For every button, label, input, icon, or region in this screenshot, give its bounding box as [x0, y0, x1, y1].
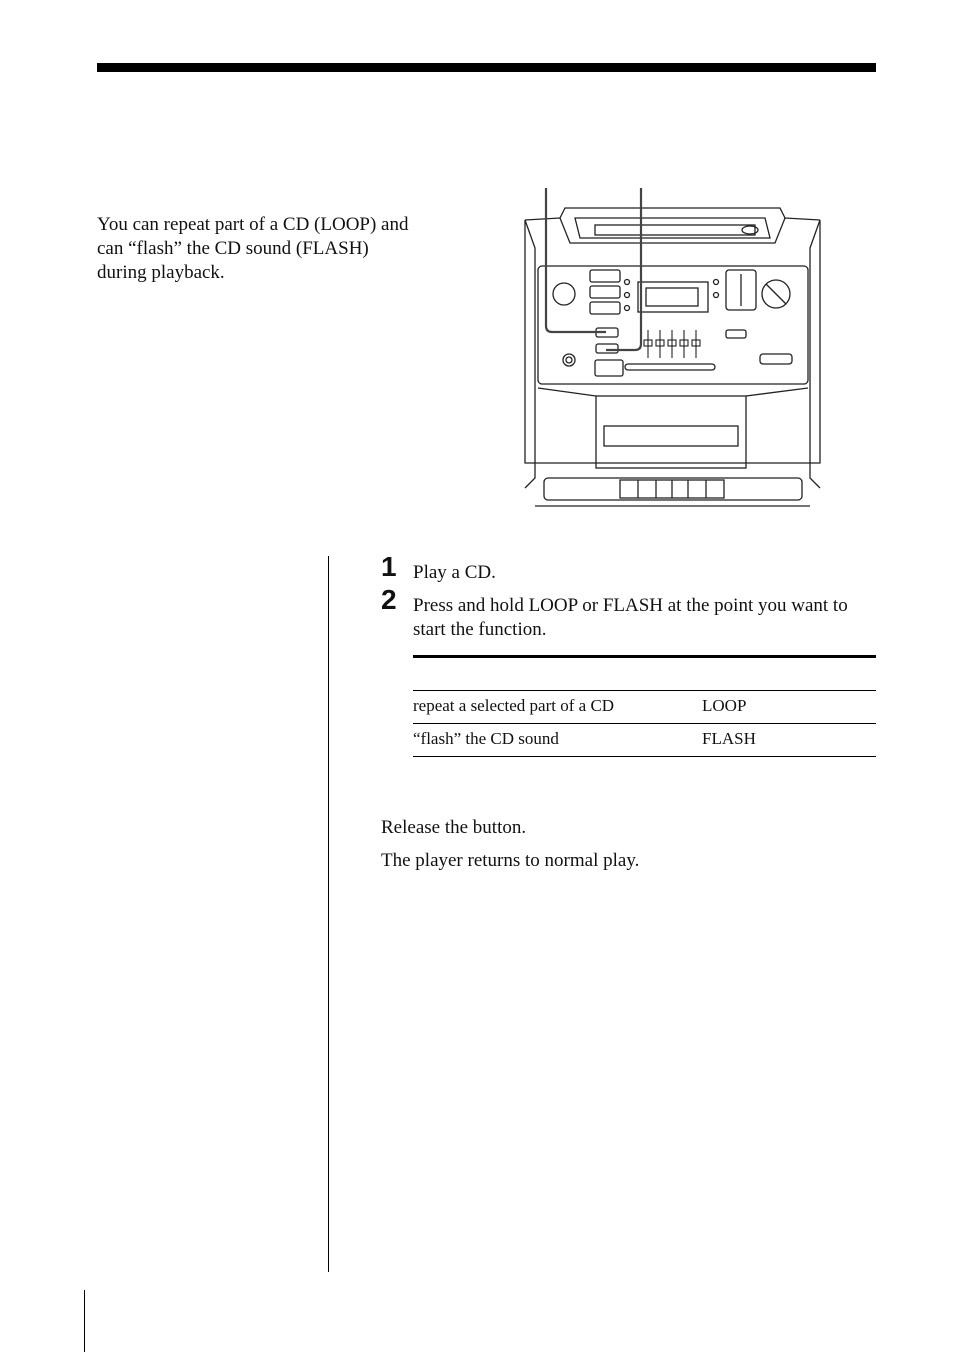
cd-player-illustration — [520, 188, 825, 510]
step-text: Press and hold LOOP or FLASH at the point you want to start the function. — [413, 595, 848, 640]
table-row — [413, 724, 876, 756]
intro-paragraph — [97, 213, 477, 285]
step-text: Play a CD. — [413, 562, 496, 583]
table-cell-button: FLASH — [702, 729, 756, 748]
footer-rule — [84, 1290, 85, 1352]
step-number: 2 — [381, 584, 397, 615]
step-number: 1 — [381, 551, 397, 582]
intro-line: during playback. — [97, 262, 225, 283]
table-cell-action: “flash” the CD sound — [413, 729, 559, 748]
table-rule — [413, 756, 876, 757]
release-instruction: Release the button. — [381, 817, 527, 838]
table-cell-button: LOOP — [702, 696, 747, 715]
intro-line: You can repeat part of a CD (LOOP) and — [97, 214, 409, 235]
table-cell-action: repeat a selected part of a CD — [413, 696, 615, 715]
table-header-row — [413, 658, 876, 690]
top-rule — [97, 63, 876, 72]
cd-player-drawing — [520, 188, 825, 510]
column-divider — [328, 556, 329, 1272]
table-row — [413, 691, 876, 723]
function-table — [413, 655, 876, 757]
intro-line: can “flash” the CD sound (FLASH) — [97, 238, 369, 259]
return-note: The player returns to normal play. — [381, 850, 640, 871]
